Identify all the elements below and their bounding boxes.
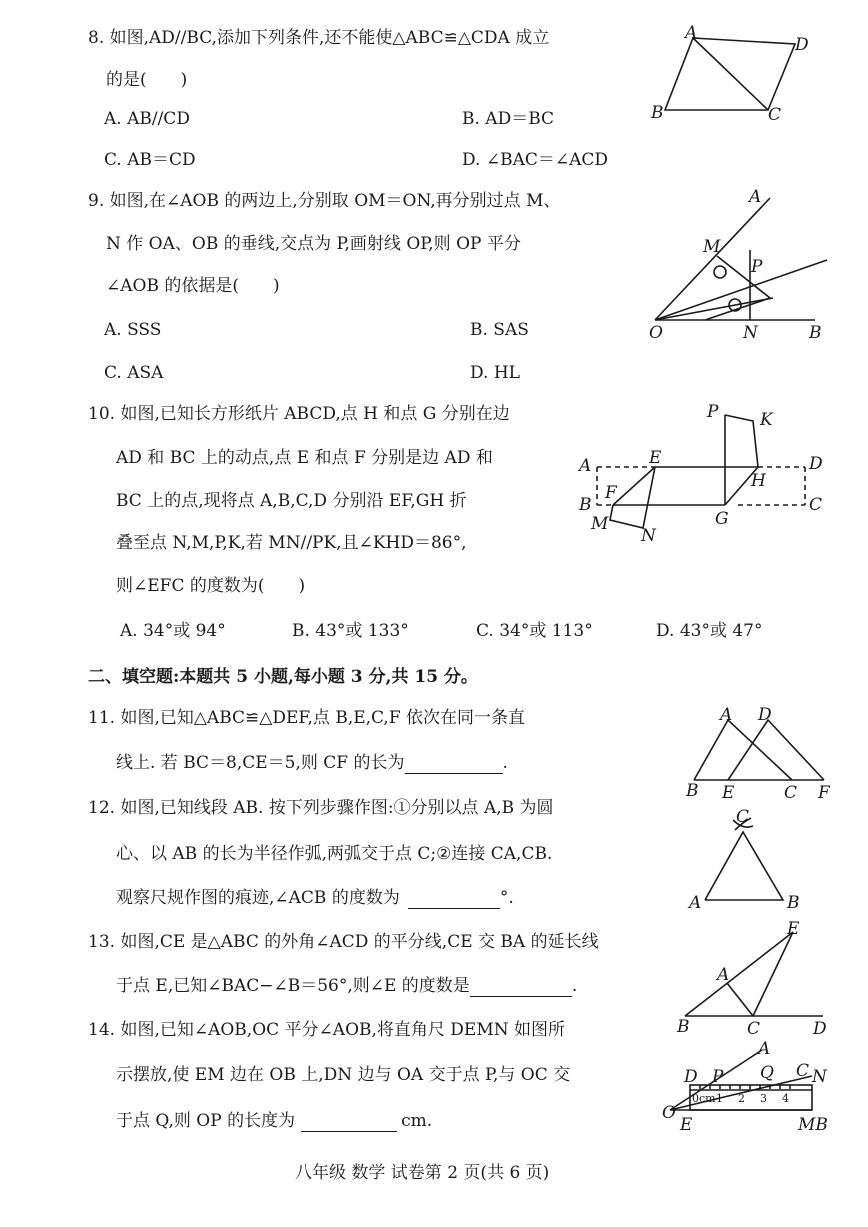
q8-option-b: B. AD＝BC	[462, 109, 555, 129]
q8-label-b: B	[651, 103, 664, 123]
q13-label-a: A	[717, 965, 730, 985]
q13-label-d: D	[813, 1019, 827, 1039]
section-2-heading: 二、填空题:本题共 5 小题,每小题 3 分,共 15 分。	[88, 667, 478, 687]
q10-option-d: D. 43°或 47°	[656, 621, 763, 641]
q10-stem-line2: AD 和 BC 上的动点,点 E 和点 F 分别是边 AD 和	[116, 448, 493, 468]
q11-stem-text: 线上. 若 BC＝8,CE＝5,则 CF 的长为	[116, 753, 405, 773]
q9-label-b: B	[809, 323, 822, 343]
q12-stem-line1: 12. 如图,已知线段 AB. 按下列步骤作图:①分别以点 A,B 为圆	[88, 798, 554, 818]
q10-stem-line4: 叠至点 N,M,P,K,若 MN//PK,且∠KHD＝86°,	[116, 533, 467, 553]
q12-label-c: C	[736, 807, 750, 827]
q14-stem-end: cm.	[401, 1111, 433, 1131]
q14-ruler-3: 3	[760, 1092, 767, 1105]
q13-stem-text: 于点 E,已知∠BAC−∠B＝56°,则∠E 的度数是	[116, 976, 470, 996]
q14-label-e: E	[680, 1115, 693, 1135]
q11-label-f: F	[818, 783, 830, 803]
q14-ruler-1: 1	[716, 1092, 723, 1105]
q12-stem-line3	[116, 887, 514, 909]
q11-stem-line1: 11. 如图,已知△ABC≌△DEF,点 B,E,C,F 依次在同一条直	[88, 708, 526, 728]
q12-answer-blank[interactable]	[408, 890, 500, 909]
q9-label-a: A	[749, 187, 762, 207]
q14-label-a: A	[758, 1039, 771, 1059]
q10-stem-line1: 10. 如图,已知长方形纸片 ABCD,点 H 和点 G 分别在边	[88, 404, 510, 424]
q10-label-m: M	[591, 514, 609, 534]
q8-option-a: A. AB//CD	[104, 109, 190, 129]
q11-label-b: B	[686, 781, 699, 801]
q9-stem-line1: 9. 如图,在∠AOB 的两边上,分别取 OM＝ON,再分别过点 M、	[88, 191, 561, 211]
q9-option-b: B. SAS	[470, 320, 529, 340]
q9-label-o: O	[649, 323, 663, 343]
q9-label-n: N	[743, 323, 758, 343]
q14-stem-text: 于点 Q,则 OP 的长度为	[116, 1111, 296, 1131]
q10-label-f: F	[605, 483, 617, 503]
q11-label-d: D	[758, 705, 772, 725]
q10-stem-line3: BC 上的点,现将点 A,B,C,D 分别沿 EF,GH 折	[116, 491, 467, 511]
q10-label-n: N	[641, 526, 656, 546]
q9-option-c: C. ASA	[104, 363, 164, 383]
q9-label-m: M	[703, 237, 721, 257]
q12-stem-line2: 心、以 AB 的长为半径作弧,两弧交于点 C;②连接 CA,CB.	[116, 844, 553, 864]
q13-answer-blank[interactable]	[470, 978, 572, 997]
q9-option-d: D. HL	[470, 363, 520, 383]
q8-stem-line2: 的是( )	[106, 70, 188, 90]
q10-option-c: C. 34°或 113°	[476, 621, 593, 641]
q8-figure	[645, 22, 825, 132]
q11-stem-line2	[116, 752, 508, 774]
q11-answer-blank[interactable]	[405, 755, 503, 774]
q10-label-h: H	[751, 471, 766, 491]
q11-figure	[680, 700, 840, 810]
q9-option-a: A. SSS	[104, 320, 162, 340]
q10-label-e: E	[649, 448, 662, 468]
q14-label-d: D	[684, 1067, 698, 1087]
q9-stem-line3: ∠AOB 的依据是( )	[106, 276, 280, 296]
q13-stem-line1: 13. 如图,CE 是△ABC 的外角∠ACD 的平分线,CE 交 BA 的延长线	[88, 932, 599, 952]
q14-figure	[662, 1038, 842, 1138]
q14-stem-line3	[116, 1110, 432, 1132]
q13-label-e: E	[787, 919, 800, 939]
q14-label-n: N	[812, 1067, 827, 1087]
q14-label-mb: MB	[798, 1115, 828, 1135]
q8-label-c: C	[768, 105, 782, 125]
q14-ruler-4: 4	[782, 1092, 789, 1105]
q10-label-a: A	[579, 456, 592, 476]
q10-label-k: K	[760, 410, 773, 430]
q11-label-c: C	[784, 783, 798, 803]
q13-stem-end: .	[571, 976, 578, 996]
q10-label-b: B	[579, 495, 592, 515]
q14-label-o: O	[662, 1103, 676, 1123]
q10-stem-line5: 则∠EFC 的度数为( )	[116, 576, 306, 596]
q8-option-d: D. ∠BAC＝∠ACD	[462, 150, 609, 170]
q13-figure	[675, 918, 845, 1043]
q10-label-g: G	[715, 509, 729, 529]
q10-figure	[575, 395, 835, 545]
q12-stem-text: 观察尺规作图的痕迹,∠ACB 的度数为	[116, 888, 400, 908]
q13-label-c: C	[747, 1019, 761, 1039]
q10-label-d: D	[809, 454, 823, 474]
q12-figure	[685, 808, 815, 918]
q10-label-p: P	[707, 402, 719, 422]
q14-label-p: P	[712, 1067, 724, 1087]
q14-answer-blank[interactable]	[301, 1113, 397, 1132]
q10-option-a: A. 34°或 94°	[120, 621, 226, 641]
q8-label-a: A	[685, 23, 698, 43]
q10-label-c: C	[809, 495, 823, 515]
q14-label-q: Q	[760, 1063, 774, 1083]
q9-label-p: P	[751, 257, 763, 277]
q12-label-a: A	[689, 893, 702, 913]
q14-stem-line1: 14. 如图,已知∠AOB,OC 平分∠AOB,将直角尺 DEMN 如图所	[88, 1020, 566, 1040]
q13-stem-line2	[116, 975, 577, 997]
q14-ruler-2: 2	[738, 1092, 745, 1105]
q14-ruler-0cm: 0cm	[692, 1092, 716, 1105]
q14-stem-line2: 示摆放,使 EM 边在 OB 上,DN 边与 OA 交于点 P,与 OC 交	[116, 1065, 571, 1085]
q11-label-a: A	[720, 705, 733, 725]
page-footer: 八年级 数学 试卷第 2 页(共 6 页)	[295, 1163, 550, 1183]
q13-label-b: B	[677, 1017, 690, 1037]
q12-label-b: B	[787, 893, 800, 913]
q8-option-c: C. AB＝CD	[104, 150, 196, 170]
q9-stem-line2: N 作 OA、OB 的垂线,交点为 P,画射线 OP,则 OP 平分	[106, 234, 521, 254]
q12-stem-end: °.	[499, 888, 514, 908]
q14-label-c: C	[796, 1061, 810, 1081]
q8-label-d: D	[795, 35, 809, 55]
q10-option-b: B. 43°或 133°	[292, 621, 409, 641]
q9-figure	[645, 187, 845, 345]
q8-stem-line1: 8. 如图,AD//BC,添加下列条件,还不能使△ABC≌△CDA 成立	[88, 28, 550, 48]
q11-stem-end: .	[502, 753, 508, 773]
q11-label-e: E	[722, 783, 735, 803]
